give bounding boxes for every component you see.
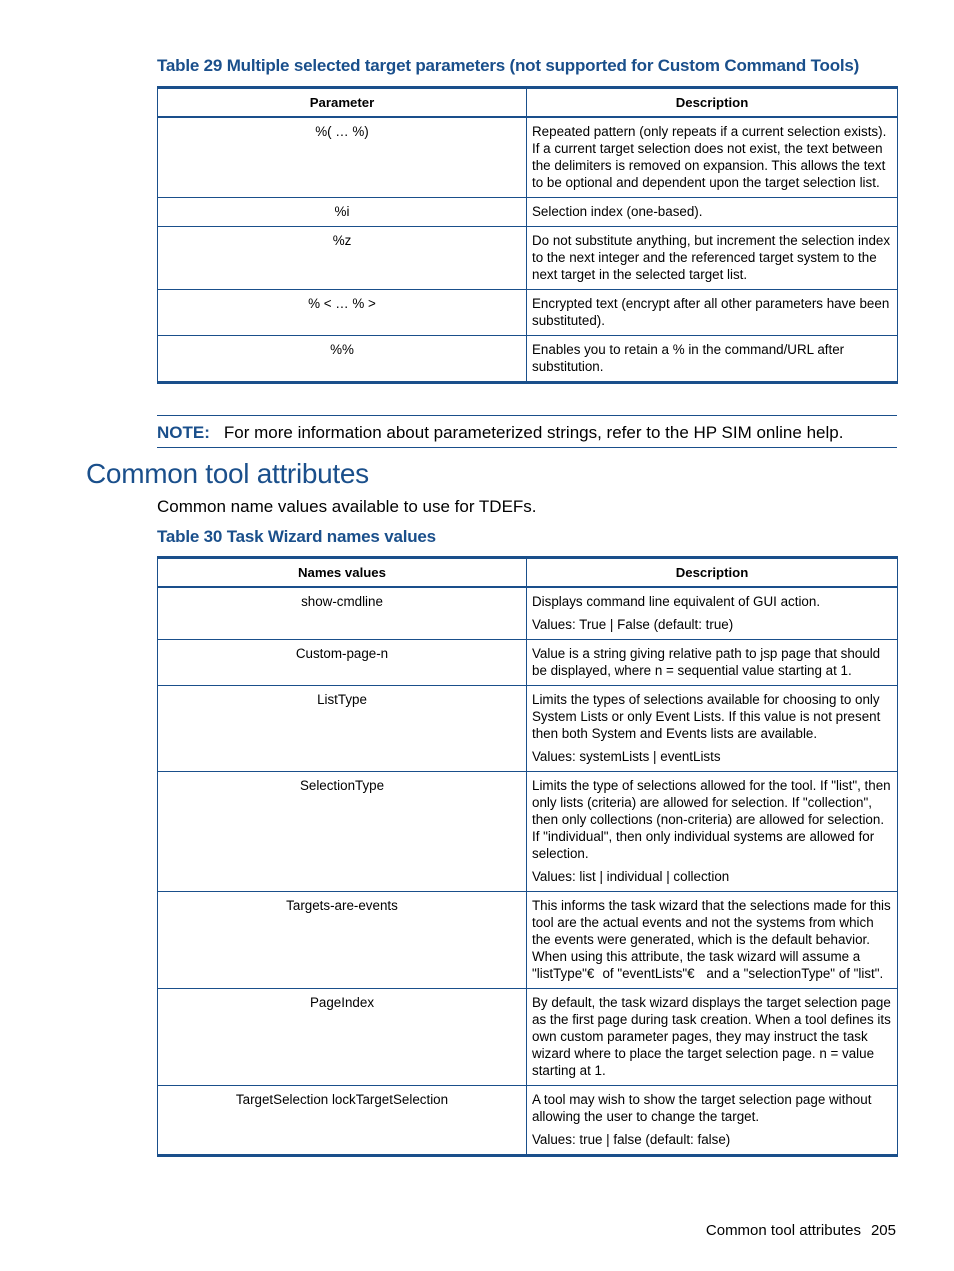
- row-name-cell: Targets-are-events: [158, 892, 527, 989]
- row-description-cell: [527, 686, 898, 772]
- description-paragraph: Limits the type of selections allowed for the tool. If "list", then only lists (criteria) are allowed for selection. If "collection", then only collections (non-criteria) are allowed for selection. If "individual", then only individual systems are allowed for selection.: [532, 778, 891, 861]
- table-header-row: [158, 558, 898, 588]
- table-row: [158, 989, 898, 1086]
- description-paragraph: Limits the types of selections available for choosing to only System Lists or only Event Lists. If this value is not present then both System and Events lists are available.: [532, 692, 881, 741]
- row-description-cell: [527, 117, 898, 198]
- column-header-description: Description: [527, 558, 898, 588]
- row-description-cell: [527, 587, 898, 640]
- note-box: [157, 415, 897, 448]
- row-name-cell: SelectionType: [158, 772, 527, 892]
- description-paragraph: Value is a string giving relative path to jsp page that should be displayed, where n = sequential value starting at 1.: [532, 646, 881, 678]
- column-header-description: Description: [527, 88, 898, 118]
- row-description-cell: [527, 227, 898, 290]
- row-description-cell: [527, 198, 898, 227]
- description-paragraph: Values: True | False (default: true): [532, 617, 734, 632]
- description-paragraph: Values: systemLists | eventLists: [532, 749, 721, 764]
- row-name-cell: TargetSelection lockTargetSelection: [158, 1086, 527, 1156]
- section-title: Common tool attributes: [86, 458, 369, 489]
- row-description-cell: [527, 336, 898, 383]
- table-row: [158, 587, 898, 640]
- description-paragraph: This informs the task wizard that the selections made for this tool are the actual events and not the systems from which the events were generated, which is the default behavior. When using this attribute, the task wizard will assume a "listType"€of "eventLists"€ and a "selectionType" of "list".: [532, 898, 891, 981]
- table-row: [158, 1086, 898, 1156]
- section-intro: Common name values available to use for TDEFs.: [157, 497, 537, 516]
- note-text: For more information about parameterized strings, refer to the HP SIM online help.: [223, 423, 844, 442]
- table-30-caption: Table 30 Task Wizard names values: [157, 527, 436, 546]
- footer-section-name: Common tool attributes: [705, 1222, 861, 1239]
- table-row: [158, 227, 898, 290]
- description-paragraph: Values: list | individual | collection: [532, 869, 730, 884]
- description-paragraph: Encrypted text (encrypt after all other parameters have been substituted).: [532, 296, 890, 328]
- description-paragraph: Displays command line equivalent of GUI action.: [532, 594, 821, 609]
- row-name-cell: show-cmdline: [158, 587, 527, 640]
- table-29: [157, 86, 898, 384]
- table-header-row: [158, 88, 898, 118]
- row-name-cell: Custom-page-n: [158, 640, 527, 686]
- row-description-cell: [527, 640, 898, 686]
- table-row: [158, 336, 898, 383]
- description-paragraph: Selection index (one-based).: [532, 204, 703, 219]
- description-paragraph: Values: true | false (default: false): [532, 1132, 731, 1147]
- column-header-names-values: Names values: [158, 558, 527, 588]
- table-row: [158, 686, 898, 772]
- description-paragraph: By default, the task wizard displays the target selection page as the first page during task creation. When a tool defines its own custom parameter pages, they may instruct the task wizard where to place the target selection page. n = value starting at 1.: [532, 995, 891, 1078]
- table-row: [158, 117, 898, 198]
- row-description-cell: [527, 892, 898, 989]
- table-row: [158, 772, 898, 892]
- row-name-cell: PageIndex: [158, 989, 527, 1086]
- row-name-cell: %( … %): [158, 117, 527, 198]
- column-header-parameter: Parameter: [158, 88, 527, 118]
- description-paragraph: A tool may wish to show the target selection page without allowing the user to change the target.: [532, 1092, 872, 1124]
- row-name-cell: ListType: [158, 686, 527, 772]
- row-description-cell: [527, 290, 898, 336]
- row-description-cell: [527, 1086, 898, 1156]
- description-paragraph: Enables you to retain a % in the command/URL after substitution.: [532, 342, 845, 374]
- row-description-cell: [527, 989, 898, 1086]
- row-name-cell: %%: [158, 336, 527, 383]
- page-number: 205: [870, 1222, 896, 1239]
- table-row: [158, 198, 898, 227]
- table-row: [158, 640, 898, 686]
- row-name-cell: %i: [158, 198, 527, 227]
- page-footer: [706, 1222, 896, 1239]
- table-row: [158, 892, 898, 989]
- row-name-cell: %z: [158, 227, 527, 290]
- table-29-caption: Table 29 Multiple selected target parameters (not supported for Custom Command Tools): [157, 56, 860, 75]
- table-row: [158, 290, 898, 336]
- description-paragraph: Do not substitute anything, but increment the selection index to the next integer and the referenced target system to the next target in the selected target list.: [532, 233, 891, 282]
- table-30: [157, 556, 898, 1157]
- row-description-cell: [527, 772, 898, 892]
- row-name-cell: % < … % >: [158, 290, 527, 336]
- note-label: NOTE:: [157, 423, 210, 442]
- description-paragraph: Repeated pattern (only repeats if a current selection exists). If a current target selection does not exist, the text between the delimiters is removed on expansion. This allows the text to be optional and dependent upon the target selection list.: [532, 124, 887, 190]
